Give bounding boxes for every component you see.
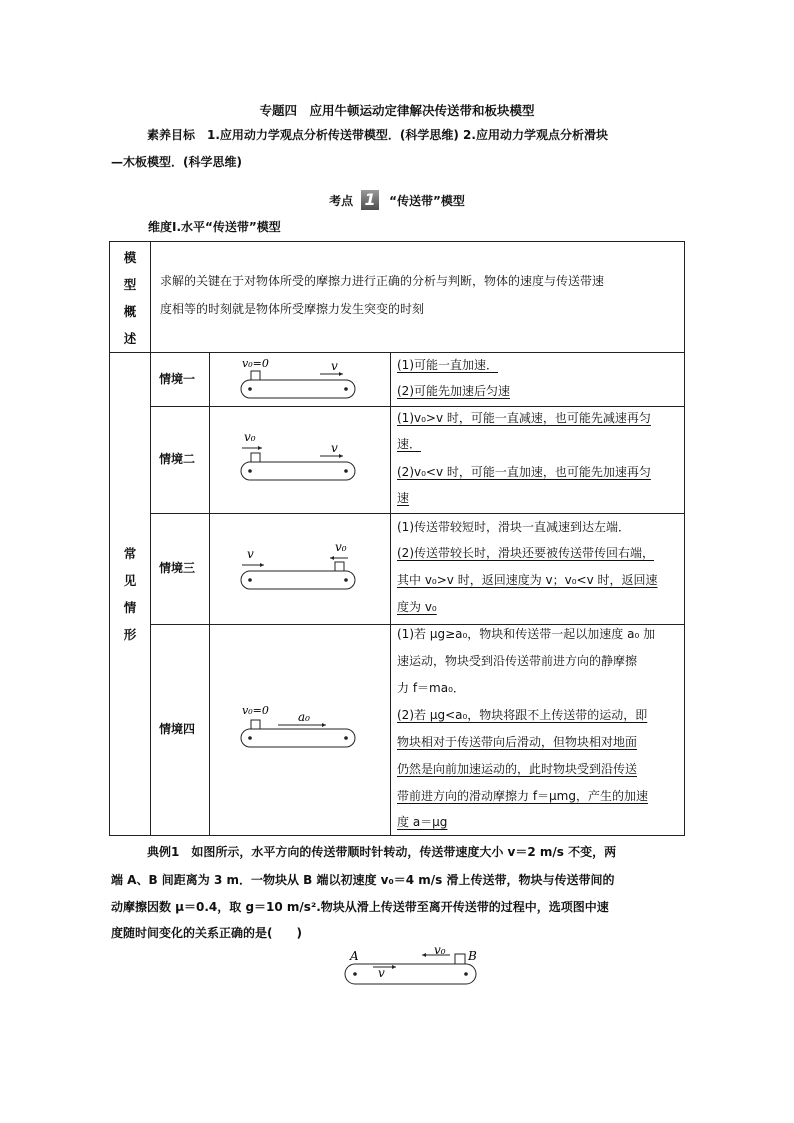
goals-line-1: 素养目标 1.应用动力学观点分析传送带模型．(科学思维) 2.应用动力学观点分析滑块 — [147, 128, 608, 142]
arrowhead — [322, 723, 326, 727]
v0-zero-label: v₀=0 — [242, 357, 269, 370]
kaodian-prefix: 考点 — [329, 194, 354, 208]
header-char: 模 — [123, 250, 137, 265]
scenario-4-line: 速运动，物块受到沿传送带前进方向的静摩擦 — [397, 654, 638, 668]
scenario-2-label: 情境二 — [159, 452, 196, 466]
scenario-3-line: (1)传送带较短时，滑块一直减速到达左端． — [397, 520, 630, 534]
block — [335, 562, 344, 571]
scenario-1-line: (2)可能先加速后匀速 — [397, 384, 510, 398]
arrowhead — [330, 556, 334, 560]
belt — [241, 380, 355, 398]
scenario-4-line: (1)若 μg≥a₀，物块和传送带一起以加速度 a₀ 加 — [397, 627, 656, 641]
v-label: v — [378, 966, 385, 980]
belt — [241, 729, 355, 747]
block — [455, 954, 465, 964]
block — [251, 371, 260, 380]
scenario-4-label: 情境四 — [159, 722, 196, 736]
pulley-left — [248, 387, 252, 391]
scenario-2-line: 速． — [397, 437, 422, 451]
v-label: v — [247, 547, 254, 561]
example-line-3: 动摩擦因数 μ＝0.4，取 g＝10 m/s².物块从滑上传送带至离开传送带的过程中，选项图中速 — [111, 900, 609, 914]
scenario-2-line: 速 — [397, 491, 410, 505]
arrowhead — [339, 372, 343, 376]
scenario-4-line: 物块相对于传送带向后滑动，但物块相对地面 — [397, 735, 638, 749]
scenario-4-line: 带前进方向的滑动摩擦力 f＝μmg，产生的加速 — [397, 789, 648, 803]
example-conveyor-diagram — [338, 940, 488, 988]
v0-label: v₀ — [244, 430, 256, 444]
header-char: 概 — [123, 304, 137, 319]
pulley-right — [344, 387, 348, 391]
pulley-left — [248, 469, 252, 473]
header-char: 型 — [123, 277, 137, 292]
pulley-right — [344, 469, 348, 473]
side-char: 形 — [123, 627, 137, 642]
scenario-3-line: 其中 v₀>v 时，返回速度为 v；v₀<v 时，返回速 — [397, 573, 658, 587]
belt — [241, 571, 355, 589]
pulley-left — [248, 578, 252, 582]
scenario-3-line: 度为 v₀ — [397, 600, 437, 614]
scenario-1-label: 情境一 — [159, 372, 196, 386]
v-label: v — [331, 441, 338, 455]
end-b-label: B — [468, 949, 477, 963]
overview-line-2: 度相等的时刻就是物体所受摩擦力发生突变的时刻 — [160, 302, 425, 316]
scenario-4-line: 度 a＝μg — [397, 815, 448, 829]
table-divider — [209, 352, 210, 835]
block — [251, 720, 260, 729]
table-divider — [390, 352, 391, 835]
v0-zero-label: v₀=0 — [242, 704, 269, 717]
arrowhead — [422, 953, 426, 957]
conveyor-diagram-2 — [238, 428, 358, 484]
v0-label: v₀ — [335, 540, 347, 554]
pulley-left — [248, 736, 252, 740]
dimension-heading: 维度Ⅰ.水平“传送带”模型 — [148, 220, 281, 234]
end-a-label: A — [350, 949, 359, 963]
goals-line-2: —木板模型．(科学思维) — [111, 155, 242, 169]
a0-label: a₀ — [298, 710, 310, 724]
page-title: 专题四 应用牛顿运动定律解决传送带和板块模型 — [259, 103, 535, 118]
scenario-3-label: 情境三 — [159, 561, 196, 575]
kaodian-number-badge: 1 — [361, 190, 379, 210]
v-label: v — [331, 359, 338, 373]
arrowhead — [339, 454, 343, 458]
model-table — [109, 241, 685, 836]
pulley-left — [353, 972, 357, 976]
pulley-right — [344, 578, 348, 582]
belt — [241, 462, 355, 480]
scenario-4-line: (2)若 μg<a₀，物块将跟不上传送带的运动，即 — [397, 708, 648, 722]
overview-line-1: 求解的关键在于对物体所受的摩擦力进行正确的分析与判断，物体的速度与传送带速 — [160, 274, 605, 288]
example-line-4: 度随时间变化的关系正确的是( ) — [111, 926, 302, 940]
scenario-2-line: (1)v₀>v 时，可能一直减速，也可能先减速再匀 — [397, 411, 651, 425]
table-divider — [150, 242, 151, 835]
conveyor-diagram-1 — [238, 356, 358, 400]
example-line-1: 典例1 如图所示，水平方向的传送带顺时针转动，传送带速度大小 v＝2 m/s 不变，两 — [147, 845, 617, 859]
example-line-2: 端 A、B 间距离为 3 m．一物块从 B 端以初速度 v₀＝4 m/s 滑上传送带，物块与传送带间的 — [111, 873, 615, 887]
belt — [345, 964, 476, 984]
conveyor-diagram-3 — [238, 538, 358, 594]
side-char: 情 — [123, 600, 137, 615]
scenario-3-line: (2)传送带较长时，滑块还要被传送带传回右端， — [397, 546, 654, 560]
block — [251, 453, 260, 462]
side-char: 常 — [123, 546, 137, 561]
pulley-right — [464, 972, 468, 976]
arrowhead — [260, 563, 264, 567]
kaodian-name: “传送带”模型 — [389, 194, 465, 208]
pulley-right — [344, 736, 348, 740]
scenario-2-line: (2)v₀<v 时，可能一直加速，也可能先加速再匀 — [397, 465, 651, 479]
arrowhead — [258, 446, 262, 450]
conveyor-diagram-4 — [238, 702, 358, 752]
side-char: 见 — [123, 573, 137, 588]
v0-label: v₀ — [434, 943, 446, 957]
kaodian-heading — [0, 190, 794, 209]
scenario-1-line: (1)可能一直加速． — [397, 358, 498, 372]
scenario-4-line: 力 f＝ma₀． — [397, 681, 465, 695]
scenario-4-line: 仍然是向前加速运动的，此时物块受到沿传送 — [397, 762, 638, 776]
header-char: 述 — [123, 331, 137, 346]
arrowhead — [392, 965, 396, 969]
